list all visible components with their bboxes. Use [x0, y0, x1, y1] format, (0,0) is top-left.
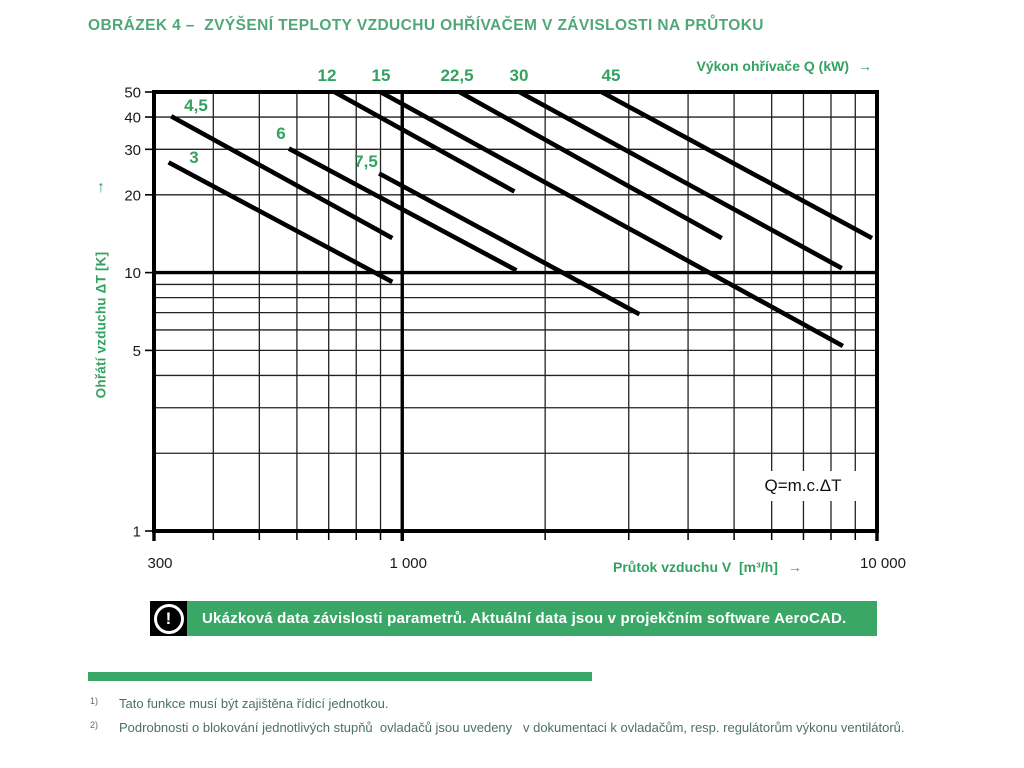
x-tick-label: 1 000 — [389, 555, 428, 572]
plot-frame — [154, 92, 877, 531]
x-tick-label: 10 000 — [860, 555, 906, 572]
y-tick-label: 50 — [124, 84, 141, 102]
y-tick-label: 20 — [124, 187, 141, 205]
x-tick-label: 300 — [147, 555, 173, 572]
right-arrow-icon: → — [858, 58, 872, 74]
series-line-22,5 — [459, 92, 721, 238]
y-tick-label: 30 — [124, 141, 141, 159]
alert-icon-background — [150, 601, 187, 636]
series-label-3: 3 — [189, 148, 199, 167]
y-tick-label: 1 — [132, 523, 141, 541]
series-label-45: 45 — [601, 66, 621, 85]
series-label-30: 30 — [509, 66, 529, 85]
y-axis-title: Ohřátí vzduchu ΔT [K] — [93, 251, 109, 399]
right-arrow-icon: → — [787, 559, 802, 575]
exclamation-icon: ! — [154, 604, 184, 634]
footnote-1-marker: 1) — [90, 696, 99, 706]
info-banner — [150, 601, 877, 636]
series-label-6: 6 — [276, 124, 286, 143]
banner-text: Ukázková data závislosti parametrů. Aktuální data jsou v projekčním software AeroCAD. — [202, 610, 847, 627]
footnote-2-text: Podrobnosti o blokování jednotlivých stupňů ovladačů jsou uvedeny v dokumentaci k ovladačům, resp. regulátorům výkonu ventilátorů. — [119, 720, 905, 735]
green-divider-bar — [88, 672, 592, 681]
figure-title: OBRÁZEK 4 – ZVÝŠENÍ TEPLOTY VZDUCHU OHŘÍVAČEM V ZÁVISLOSTI NA PRŮTOKU — [88, 17, 764, 34]
footnote-1-text: Tato funkce musí být zajištěna řídicí jednotkou. — [119, 696, 389, 711]
series-label-12: 12 — [317, 66, 337, 85]
series-line-30 — [519, 92, 841, 268]
x-axis-label: Průtok vzduchu V [m³/h] — [613, 559, 778, 575]
series-label-4,5: 4,5 — [184, 96, 208, 115]
footnote-2 — [90, 720, 905, 735]
y-tick-label: 10 — [124, 265, 141, 283]
formula-annotation: Q=m.c.ΔT — [736, 471, 870, 501]
footnote-2-marker: 2) — [90, 720, 99, 730]
power-axis-label: Výkon ohřívače Q (kW) — [696, 58, 849, 74]
y-tick-label: 40 — [124, 109, 141, 127]
footnote-1 — [90, 696, 389, 711]
series-line-15 — [381, 92, 843, 346]
y-tick-label: 5 — [132, 342, 141, 360]
power-axis-title — [686, 58, 872, 74]
y-axis-up-arrow-icon: ↑ — [97, 179, 105, 196]
series-label-7,5: 7,5 — [354, 152, 378, 171]
series-label-15: 15 — [371, 66, 391, 85]
series-label-22,5: 22,5 — [440, 66, 474, 85]
x-axis-title — [613, 559, 802, 575]
